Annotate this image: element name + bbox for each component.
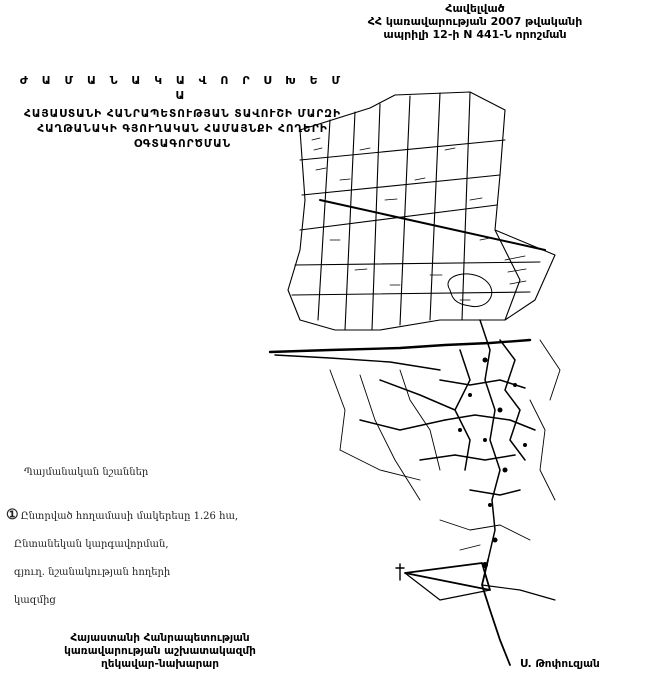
signature-right: Ս. Թոփուզյան xyxy=(520,658,600,670)
title-line-2: ՀԱՅԱՍՏԱՆԻ ՀԱՆՐԱՊԵՏՈՒԹՅԱՆ ՏԱՎՈՒՇԻ ՄԱՐԶԻ xyxy=(24,108,341,120)
legend-heading: Պայմանական նշաններ xyxy=(24,467,149,478)
map-grid-line xyxy=(300,140,505,160)
legend-item-1-text: Ընտրված հողամասի մակերեսը 1.26 հա, xyxy=(20,511,239,522)
legend-item-4: կազմից xyxy=(14,595,56,606)
map-parcel-hatches xyxy=(312,138,526,300)
appendix-line-3: ապրիլի 12-ի N 441-Ն որոշման xyxy=(383,28,567,41)
title-line-4: ՕԳՏԱԳՈՐԾՄԱՆ xyxy=(133,138,232,150)
title-line-1: Ժ Ա Մ Ա Ն Ա Կ Ա Վ Ո Ր Ս Խ Ե Մ Ա xyxy=(19,74,346,102)
map-grid-line xyxy=(430,93,440,320)
map-south-branch xyxy=(482,585,555,600)
map-secondary-road xyxy=(275,355,440,370)
map-village-roads xyxy=(360,320,535,560)
map-grid-line xyxy=(292,292,530,295)
signature-left xyxy=(40,632,280,671)
parcel-symbol-icon: ① xyxy=(6,507,19,523)
map-parcel-marker xyxy=(396,564,404,580)
map-contour xyxy=(448,274,492,307)
signature-left-line-2: կառավարության աշխատակազմի xyxy=(64,645,256,657)
title-line-3: ՀԱՂԹԱՆԱԿԻ ԳՅՈՒՂԱԿԱՆ ՀԱՄԱՅՆՔԻ ՀՈՂԵՐԻ xyxy=(37,123,328,135)
map-grid-line xyxy=(372,104,380,330)
map-grid-line xyxy=(320,200,545,250)
map-parcel-grid xyxy=(288,92,555,330)
map-selected-parcel xyxy=(405,563,490,590)
legend-item-2: Ընտանեկան կարգավորման, xyxy=(14,539,169,550)
map-grid-line xyxy=(345,112,355,330)
map-grid-line xyxy=(318,120,330,320)
map-grid-line xyxy=(295,262,540,265)
signature-left-line-3: ղեկավար-նախարար xyxy=(101,658,219,670)
map-grid-line xyxy=(302,175,500,195)
legend-item-3: գյուղ. նշանակության հողերի xyxy=(14,567,171,578)
map-selected-parcel-line xyxy=(405,573,490,600)
legend-item-1 xyxy=(6,507,238,523)
map-buildings xyxy=(458,358,527,569)
appendix-line-1: Հավելված xyxy=(445,2,505,15)
appendix-line-2: ՀՀ կառավարության 2007 թվականի xyxy=(367,15,583,28)
map-main-road xyxy=(270,340,530,352)
signature-left-line-1: Հայաստանի Հանրապետության xyxy=(70,632,250,644)
map-grid-line xyxy=(400,96,410,325)
map-grid-line xyxy=(462,93,470,320)
